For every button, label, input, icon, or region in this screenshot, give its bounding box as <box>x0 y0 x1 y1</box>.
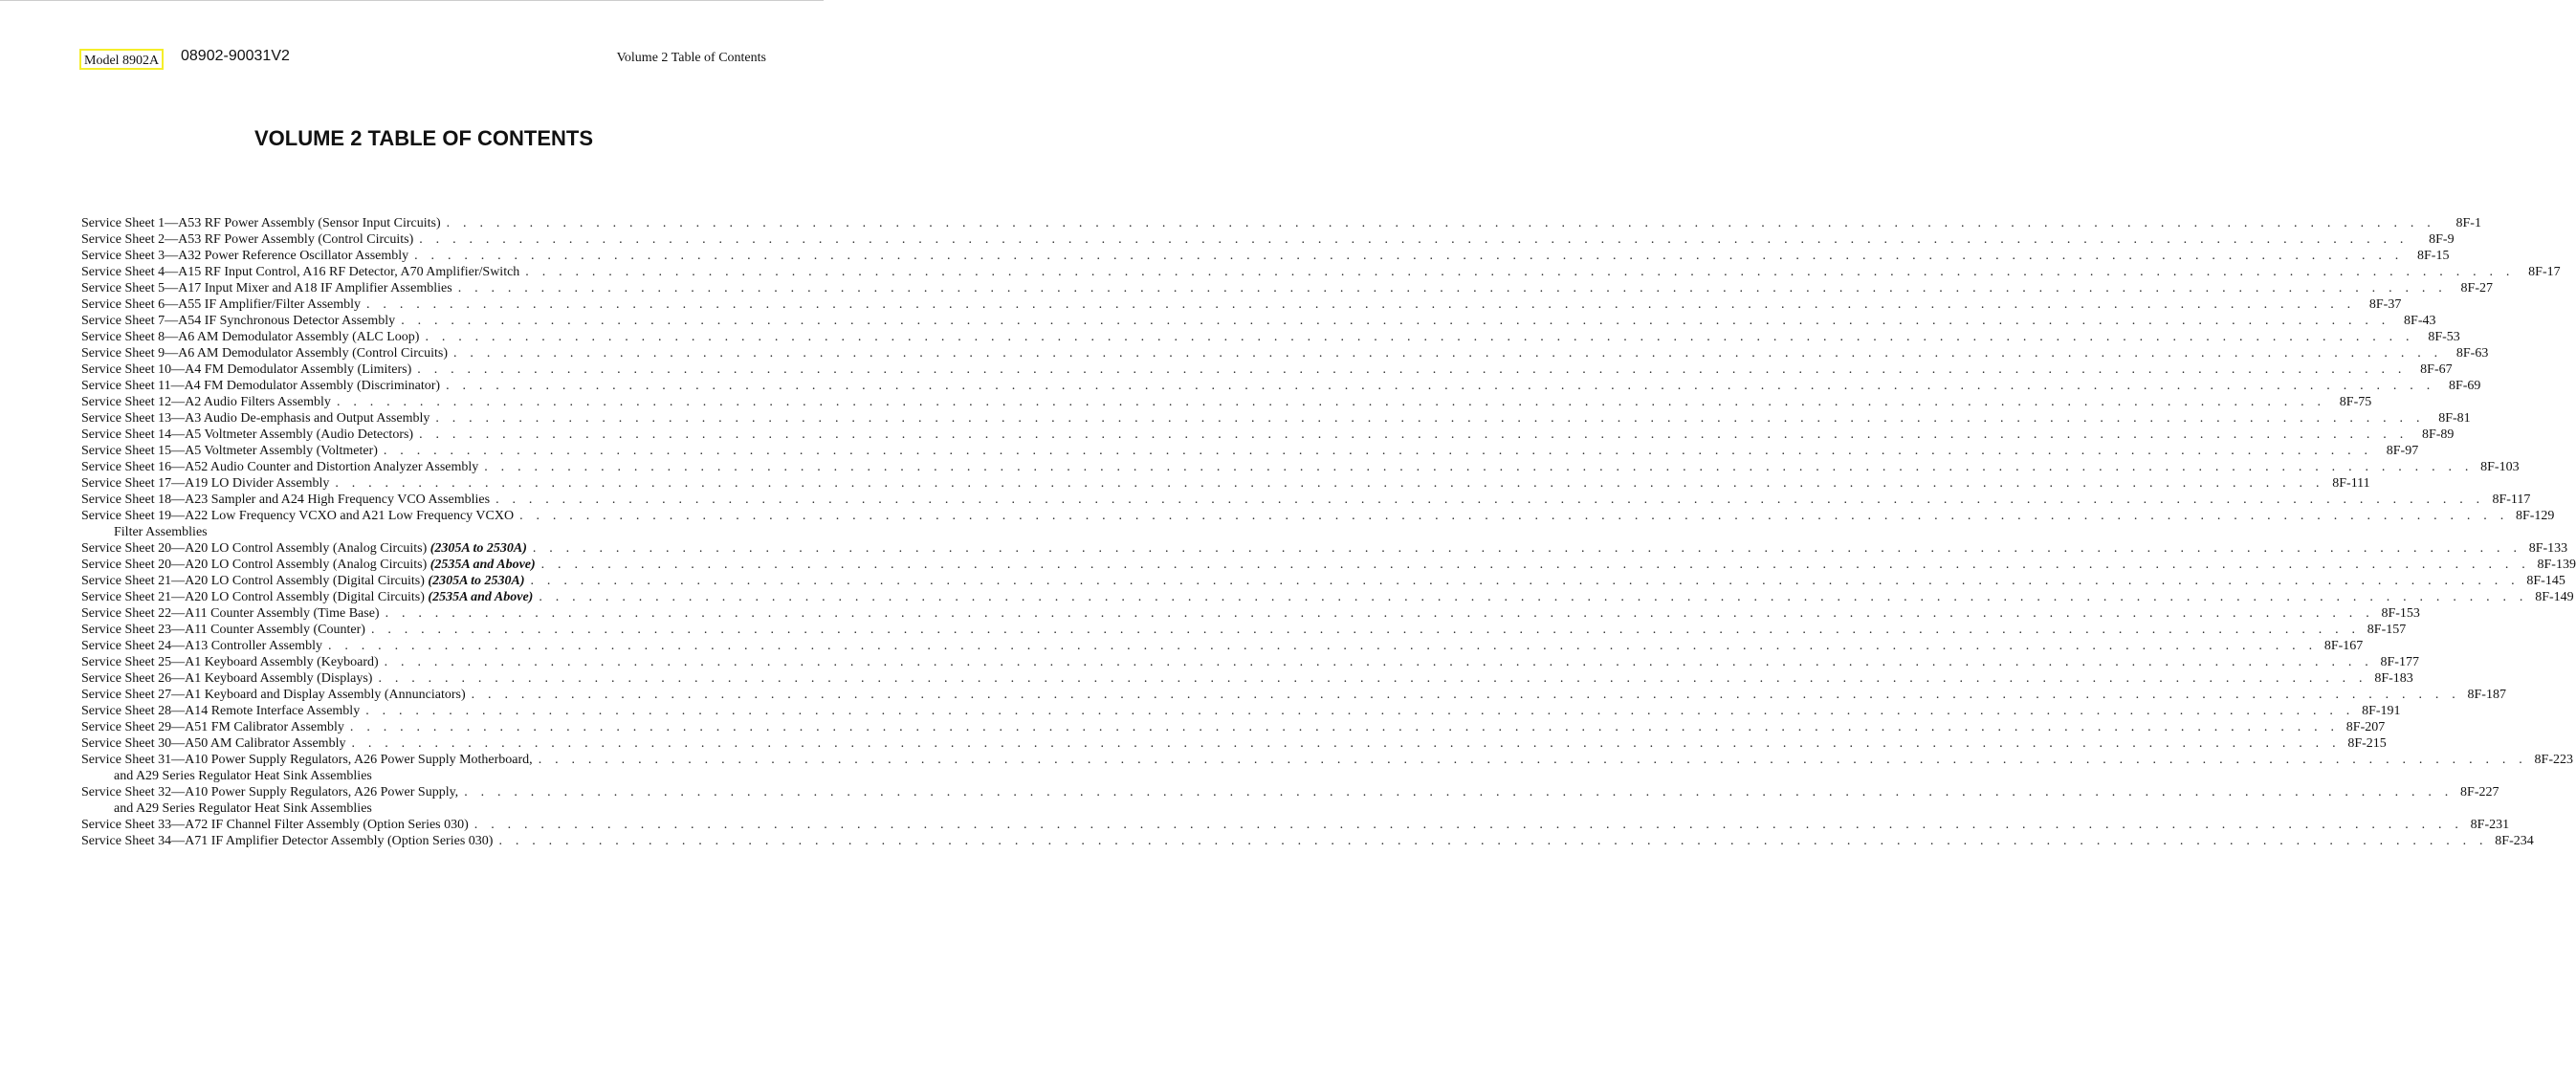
serial-range: (2305A to 2530A) <box>428 574 525 588</box>
dot-leader: . . . . . . . . . . . . . . . . . . . . . . . . . . . . . . . . . . . . . . . . . . . . . . . . . . . . . . . . . . . . . . . . . . . . . . . . . . . . . . . . . . . . . . . . . . . . . . . . . . . . . . . . . . . . . . . . . . . . . . . . <box>473 818 2464 832</box>
dot-leader: . . . . . . . . . . . . . . . . . . . . . . . . . . . . . . . . . . . . . . . . . . . . . . . . . . . . . . . . . . . . . . . . . . . . . . . . . . . . . . . . . . . . . . . . . . . . . . . . . . . . . . . . . . . . . . . . . . . . . . . . <box>435 411 2425 426</box>
dot-leader: . . . . . . . . . . . . . . . . . . . . . . . . . . . . . . . . . . . . . . . . . . . . . . . . . . . . . . . . . . . . . . . . . . . . . . . . . . . . . . . . . . . . . . . . . . . . . . . . . . . . . . . . . . . . . . . . . . . . . . . . <box>366 297 2356 312</box>
toc-entry[interactable] <box>81 345 2489 361</box>
dot-leader: . . . . . . . . . . . . . . . . . . . . . . . . . . . . . . . . . . . . . . . . . . . . . . . . . . . . . . . . . . . . . . . . . . . . . . . . . . . . . . . . . . . . . . . . . . . . . . . . . . . . . . . . . . . . . . . . . . . . . . . . <box>464 785 2454 799</box>
dot-leader: . . . . . . . . . . . . . . . . . . . . . . . . . . . . . . . . . . . . . . . . . . . . . . . . . . . . . . . . . . . . . . . . . . . . . . . . . . . . . . . . . . . . . . . . . . . . . . . . . . . . . . . . . . . . . . . . . . . . . . . . <box>385 606 2374 621</box>
toc-entry-page: 8F-75 <box>2339 395 2372 409</box>
toc-entry-title: Service Sheet 12—A2 Audio Filters Assembly <box>81 395 331 409</box>
toc-entry-title: Service Sheet 33—A72 IF Channel Filter Assembly (Option Series 030) <box>81 818 469 832</box>
toc-entry-title: Service Sheet 10—A4 FM Demodulator Assembly (Limiters) <box>81 362 412 377</box>
dot-leader: . . . . . . . . . . . . . . . . . . . . . . . . . . . . . . . . . . . . . . . . . . . . . . . . . . . . . . . . . . . . . . . . . . . . . . . . . . . . . . . . . . . . . . . . . . . . . . . . . . . . . . . . . . . . . . . . . . . . . . . . <box>384 655 2373 669</box>
dot-leader: . . . . . . . . . . . . . . . . . . . . . . . . . . . . . . . . . . . . . . . . . . . . . . . . . . . . . . . . . . . . . . . . . . . . . . . . . . . . . . . . . . . . . . . . . . . . . . . . . . . . . . . . . . . . . . . . . . . . . . . . <box>519 509 2509 523</box>
toc-entry-title: Service Sheet 22—A11 Counter Assembly (Time Base) <box>81 606 380 621</box>
toc-entry-page: 8F-67 <box>2420 362 2453 377</box>
toc-entry-page: 8F-15 <box>2417 249 2450 263</box>
dot-leader: . . . . . . . . . . . . . . . . . . . . . . . . . . . . . . . . . . . . . . . . . . . . . . . . . . . . . . . . . . . . . . . . . . . . . . . . . . . . . . . . . . . . . . . . . . . . . . . . . . . . . . . . . . . . . . . . . . . . . . . . <box>425 330 2414 344</box>
toc-entry[interactable] <box>81 264 2561 280</box>
toc-entry[interactable] <box>81 296 2402 313</box>
dot-leader: . . . . . . . . . . . . . . . . . . . . . . . . . . . . . . . . . . . . . . . . . . . . . . . . . . . . . . . . . . . . . . . . . . . . . . . . . . . . . . . . . . . . . . . . . . . . . . . . . . . . . . . . . . . . . . . . . . . . . . . . <box>532 541 2522 556</box>
toc-entry-page: 8F-215 <box>2347 736 2387 751</box>
dot-leader: . . . . . . . . . . . . . . . . . . . . . . . . . . . . . . . . . . . . . . . . . . . . . . . . . . . . . . . . . . . . . . . . . . . . . . . . . . . . . . . . . . . . . . . . . . . . . . . . . . . . . . . . . . . . . . . . . . . . . . . . <box>540 558 2530 572</box>
dot-leader: . . . . . . . . . . . . . . . . . . . . . . . . . . . . . . . . . . . . . . . . . . . . . . . . . . . . . . . . . . . . . . . . . . . . . . . . . . . . . . . . . . . . . . . . . . . . . . . . . . . . . . . . . . . . . . . . . . . . . . . . <box>370 623 2361 637</box>
toc-entry[interactable] <box>81 638 2364 654</box>
toc-entry[interactable] <box>81 687 2506 703</box>
toc-entry[interactable] <box>81 784 2499 800</box>
dot-leader: . . . . . . . . . . . . . . . . . . . . . . . . . . . . . . . . . . . . . . . . . . . . . . . . . . . . . . . . . . . . . . . . . . . . . . . . . . . . . . . . . . . . . . . . . . . . . . . . . . . . . . . . . . . . . . . . . . . . . . . . <box>457 281 2447 296</box>
toc-entry-title: Service Sheet 26—A1 Keyboard Assembly (Displays) <box>81 671 373 686</box>
toc-entry[interactable] <box>81 622 2407 638</box>
toc-entry[interactable] <box>81 361 2453 378</box>
toc-entry-page: 8F-133 <box>2528 541 2568 556</box>
dot-leader: . . . . . . . . . . . . . . . . . . . . . . . . . . . . . . . . . . . . . . . . . . . . . . . . . . . . . . . . . . . . . . . . . . . . . . . . . . . . . . . . . . . . . . . . . . . . . . . . . . . . . . . . . . . . . . . . . . . . . . . . <box>446 216 2435 230</box>
toc-entry-page: 8F-234 <box>2495 834 2534 848</box>
dot-leader: . . . . . . . . . . . . . . . . . . . . . . . . . . . . . . . . . . . . . . . . . . . . . . . . . . . . . . . . . . . . . . . . . . . . . . . . . . . . . . . . . . . . . . . . . . . . . . . . . . . . . . . . . . . . . . . . . . . . . . . . <box>419 232 2409 247</box>
toc-entry-title: Service Sheet 31—A10 Power Supply Regulators, A26 Power Supply Motherboard, <box>81 753 533 767</box>
toc-entry-page: 8F-149 <box>2535 590 2574 604</box>
toc-entry-title: Service Sheet 19—A22 Low Frequency VCXO and A21 Low Frequency VCXO <box>81 509 515 523</box>
table-of-contents <box>81 215 2576 849</box>
toc-entry-title: Service Sheet 1—A53 RF Power Assembly (Sensor Input Circuits) <box>81 216 441 230</box>
toc-entry-title: Service Sheet 25—A1 Keyboard Assembly (Keyboard) <box>81 655 379 669</box>
dot-leader: . . . . . . . . . . . . . . . . . . . . . . . . . . . . . . . . . . . . . . . . . . . . . . . . . . . . . . . . . . . . . . . . . . . . . . . . . . . . . . . . . . . . . . . . . . . . . . . . . . . . . . . . . . . . . . . . . . . . . . . . <box>335 476 2324 491</box>
dot-leader: . . . . . . . . . . . . . . . . . . . . . . . . . . . . . . . . . . . . . . . . . . . . . . . . . . . . . . . . . . . . . . . . . . . . . . . . . . . . . . . . . . . . . . . . . . . . . . . . . . . . . . . . . . . . . . . . . . . . . . . . <box>349 720 2340 734</box>
toc-entry-title: Service Sheet 23—A11 Counter Assembly (Counter) <box>81 623 365 637</box>
toc-entry-title: Service Sheet 14—A5 Voltmeter Assembly (Audio Detectors) <box>81 427 414 442</box>
toc-entry[interactable] <box>81 654 2419 670</box>
toc-entry[interactable] <box>81 817 2510 833</box>
top-border <box>0 0 824 1</box>
toc-entry-page: 8F-139 <box>2537 558 2576 572</box>
serial-range: (2305A to 2530A) <box>429 541 527 556</box>
toc-entry[interactable] <box>81 475 2370 492</box>
toc-entry[interactable] <box>81 492 2531 508</box>
toc-entry[interactable] <box>81 280 2493 296</box>
toc-entry-page: 8F-187 <box>2467 688 2506 702</box>
toc-entry-title: Service Sheet 30—A50 AM Calibrator Assembly <box>81 736 346 751</box>
toc-entry-title: Service Sheet 17—A19 LO Divider Assembly <box>81 476 330 491</box>
toc-entry-title: Service Sheet 28—A14 Remote Interface Assembly <box>81 704 361 718</box>
dot-leader: . . . . . . . . . . . . . . . . . . . . . . . . . . . . . . . . . . . . . . . . . . . . . . . . . . . . . . . . . . . . . . . . . . . . . . . . . . . . . . . . . . . . . . . . . . . . . . . . . . . . . . . . . . . . . . . . . . . . . . . . <box>378 671 2367 686</box>
toc-entry[interactable] <box>81 557 2576 573</box>
toc-entry[interactable] <box>81 605 2420 622</box>
toc-entry-title: Service Sheet 27—A1 Keyboard and Display Assembly (Annunciators) <box>81 688 466 702</box>
toc-entry-title: Service Sheet 34—A71 IF Amplifier Detector Assembly (Option Series 030) <box>81 834 494 848</box>
dot-leader: . . . . . . . . . . . . . . . . . . . . . . . . . . . . . . . . . . . . . . . . . . . . . . . . . . . . . . . . . . . . . . . . . . . . . . . . . . . . . . . . . . . . . . . . . . . . . . . . . . . . . . . . . . . . . . . . . . . . . . . . <box>525 265 2515 279</box>
serial-range: (2535A and Above) <box>429 558 536 572</box>
toc-entry-page: 8F-231 <box>2470 818 2510 832</box>
toc-entry-page: 8F-53 <box>2428 330 2460 344</box>
toc-entry-title: Service Sheet 8—A6 AM Demodulator Assembly (ALC Loop) <box>81 330 420 344</box>
toc-entry[interactable] <box>81 443 2419 459</box>
toc-entry-page: 8F-183 <box>2374 671 2413 686</box>
toc-entry-title: Service Sheet 24—A13 Controller Assembly <box>81 639 322 653</box>
toc-entry-page: 8F-43 <box>2404 314 2436 328</box>
toc-entry[interactable] <box>81 703 2401 719</box>
toc-entry-page: 8F-117 <box>2492 493 2531 507</box>
toc-entry[interactable] <box>81 394 2372 410</box>
toc-entry-page: 8F-177 <box>2380 655 2419 669</box>
dot-leader: . . . . . . . . . . . . . . . . . . . . . . . . . . . . . . . . . . . . . . . . . . . . . . . . . . . . . . . . . . . . . . . . . . . . . . . . . . . . . . . . . . . . . . . . . . . . . . . . . . . . . . . . . . . . . . . . . . . . . . . . <box>417 362 2407 377</box>
toc-entry-title: Service Sheet 2—A53 RF Power Assembly (Control Circuits) <box>81 232 414 247</box>
toc-entry-page: 8F-129 <box>2515 509 2555 523</box>
toc-entry-title: Service Sheet 4—A15 RF Input Control, A16 RF Detector, A70 Amplifier/Switch <box>81 265 520 279</box>
toc-entry[interactable] <box>81 313 2436 329</box>
toc-entry[interactable] <box>81 215 2481 231</box>
toc-entry-page: 8F-157 <box>2367 623 2407 637</box>
toc-entry-page: 8F-227 <box>2460 785 2499 799</box>
toc-entry-continuation: Filter Assemblies <box>114 525 208 539</box>
dot-leader: . . . . . . . . . . . . . . . . . . . . . . . . . . . . . . . . . . . . . . . . . . . . . . . . . . . . . . . . . . . . . . . . . . . . . . . . . . . . . . . . . . . . . . . . . . . . . . . . . . . . . . . . . . . . . . . . . . . . . . . . <box>327 639 2318 653</box>
toc-entry[interactable] <box>81 752 2573 768</box>
toc-entry[interactable] <box>81 670 2413 687</box>
toc-entry-page: 8F-167 <box>2323 639 2364 653</box>
toc-entry-title: Service Sheet 20—A20 LO Control Assembly (Analog Circuits) (2535A and Above) <box>81 558 536 572</box>
dot-leader: . . . . . . . . . . . . . . . . . . . . . . . . . . . . . . . . . . . . . . . . . . . . . . . . . . . . . . . . . . . . . . . . . . . . . . . . . . . . . . . . . . . . . . . . . . . . . . . . . . . . . . . . . . . . . . . . . . . . . . . . <box>471 688 2460 702</box>
toc-entry-title: Service Sheet 11—A4 FM Demodulator Assembly (Discriminator) <box>81 379 441 393</box>
toc-entry-page: 8F-111 <box>2332 476 2370 491</box>
toc-entry[interactable] <box>81 427 2455 443</box>
toc-entry-title: Service Sheet 32—A10 Power Supply Regulators, A26 Power Supply, <box>81 785 459 799</box>
toc-entry-page: 8F-207 <box>2345 720 2386 734</box>
toc-entry-title: Service Sheet 3—A32 Power Reference Oscillator Assembly <box>81 249 409 263</box>
toc-entry-page: 8F-97 <box>2386 444 2419 458</box>
dot-leader: . . . . . . . . . . . . . . . . . . . . . . . . . . . . . . . . . . . . . . . . . . . . . . . . . . . . . . . . . . . . . . . . . . . . . . . . . . . . . . . . . . . . . . . . . . . . . . . . . . . . . . . . . . . . . . . . . . . . . . . . <box>446 379 2435 393</box>
dot-leader: . . . . . . . . . . . . . . . . . . . . . . . . . . . . . . . . . . . . . . . . . . . . . . . . . . . . . . . . . . . . . . . . . . . . . . . . . . . . . . . . . . . . . . . . . . . . . . . . . . . . . . . . . . . . . . . . . . . . . . . . <box>453 346 2443 361</box>
toc-entry[interactable] <box>81 508 2555 524</box>
toc-entry-page: 8F-89 <box>2421 427 2455 442</box>
toc-entry[interactable] <box>81 833 2534 849</box>
dot-leader: . . . . . . . . . . . . . . . . . . . . . . . . . . . . . . . . . . . . . . . . . . . . . . . . . . . . . . . . . . . . . . . . . . . . . . . . . . . . . . . . . . . . . . . . . . . . . . . . . . . . . . . . . . . . . . . . . . . . . . . . <box>530 574 2520 588</box>
toc-entry-page: 8F-63 <box>2455 346 2489 361</box>
toc-entry-title: Service Sheet 6—A55 IF Amplifier/Filter Assembly <box>81 297 362 312</box>
toc-entry-title: Service Sheet 7—A54 IF Synchronous Detector Assembly <box>81 314 396 328</box>
toc-entry-title: Service Sheet 16—A52 Audio Counter and Distortion Analyzer Assembly <box>81 460 479 474</box>
toc-entry-page: 8F-69 <box>2448 379 2481 393</box>
toc-entry-title: Service Sheet 18—A23 Sampler and A24 High Frequency VCO Assemblies <box>81 493 491 507</box>
toc-entry-title: Service Sheet 9—A6 AM Demodulator Assembly (Control Circuits) <box>81 346 449 361</box>
dot-leader: . . . . . . . . . . . . . . . . . . . . . . . . . . . . . . . . . . . . . . . . . . . . . . . . . . . . . . . . . . . . . . . . . . . . . . . . . . . . . . . . . . . . . . . . . . . . . . . . . . . . . . . . . . . . . . . . . . . . . . . . <box>498 834 2488 848</box>
toc-entry-title: Service Sheet 29—A51 FM Calibrator Assembly <box>81 720 344 734</box>
toc-entry-continuation: and A29 Series Regulator Heat Sink Assemblies <box>114 801 372 816</box>
toc-entry[interactable] <box>81 329 2460 345</box>
dot-leader: . . . . . . . . . . . . . . . . . . . . . . . . . . . . . . . . . . . . . . . . . . . . . . . . . . . . . . . . . . . . . . . . . . . . . . . . . . . . . . . . . . . . . . . . . . . . . . . . . . . . . . . . . . . . . . . . . . . . . . . . <box>401 314 2390 328</box>
toc-entry-page: 8F-145 <box>2526 574 2565 588</box>
toc-entry-continuation: and A29 Series Regulator Heat Sink Assemblies <box>114 769 372 783</box>
toc-entry[interactable] <box>81 589 2574 605</box>
dot-leader: . . . . . . . . . . . . . . . . . . . . . . . . . . . . . . . . . . . . . . . . . . . . . . . . . . . . . . . . . . . . . . . . . . . . . . . . . . . . . . . . . . . . . . . . . . . . . . . . . . . . . . . . . . . . . . . . . . . . . . . . <box>414 249 2404 263</box>
model-label: Model 8902A <box>79 49 164 70</box>
toc-entry[interactable] <box>81 735 2387 752</box>
toc-entry[interactable] <box>81 231 2455 248</box>
toc-entry-title: Service Sheet 20—A20 LO Control Assembly (Analog Circuits) (2305A to 2530A) <box>81 541 527 556</box>
toc-entry-title: Service Sheet 5—A17 Input Mixer and A18 IF Amplifier Assemblies <box>81 281 452 296</box>
toc-entry-page: 8F-1 <box>2455 216 2481 230</box>
toc-entry[interactable] <box>81 573 2565 589</box>
dot-leader: . . . . . . . . . . . . . . . . . . . . . . . . . . . . . . . . . . . . . . . . . . . . . . . . . . . . . . . . . . . . . . . . . . . . . . . . . . . . . . . . . . . . . . . . . . . . . . . . . . . . . . . . . . . . . . . . . . . . . . . . <box>383 444 2373 458</box>
toc-entry[interactable] <box>81 459 2520 475</box>
section-header: Volume 2 Table of Contents <box>616 51 766 65</box>
dot-leader: . . . . . . . . . . . . . . . . . . . . . . . . . . . . . . . . . . . . . . . . . . . . . . . . . . . . . . . . . . . . . . . . . . . . . . . . . . . . . . . . . . . . . . . . . . . . . . . . . . . . . . . . . . . . . . . . . . . . . . . . <box>495 493 2485 507</box>
toc-entry-page: 8F-81 <box>2438 411 2471 426</box>
toc-entry[interactable] <box>81 540 2568 557</box>
toc-entry-title: Service Sheet 21—A20 LO Control Assembly (Digital Circuits) (2535A and Above) <box>81 590 534 604</box>
toc-entry[interactable] <box>81 378 2481 394</box>
toc-entry[interactable] <box>81 248 2450 264</box>
dot-leader: . . . . . . . . . . . . . . . . . . . . . . . . . . . . . . . . . . . . . . . . . . . . . . . . . . . . . . . . . . . . . . . . . . . . . . . . . . . . . . . . . . . . . . . . . . . . . . . . . . . . . . . . . . . . . . . . . . . . . . . . <box>538 753 2527 767</box>
toc-entry[interactable] <box>81 410 2471 427</box>
toc-entry-page: 8F-17 <box>2528 265 2561 279</box>
toc-entry-page: 8F-37 <box>2368 297 2402 312</box>
toc-entry-page: 8F-27 <box>2460 281 2493 296</box>
toc-entry-title: Service Sheet 21—A20 LO Control Assembly (Digital Circuits) (2305A to 2530A) <box>81 574 525 588</box>
toc-entry-page: 8F-223 <box>2534 753 2573 767</box>
dot-leader: . . . . . . . . . . . . . . . . . . . . . . . . . . . . . . . . . . . . . . . . . . . . . . . . . . . . . . . . . . . . . . . . . . . . . . . . . . . . . . . . . . . . . . . . . . . . . . . . . . . . . . . . . . . . . . . . . . . . . . . . <box>351 736 2341 751</box>
toc-entry-page: 8F-9 <box>2429 232 2455 247</box>
toc-entry-page: 8F-103 <box>2480 460 2520 474</box>
dot-leader: . . . . . . . . . . . . . . . . . . . . . . . . . . . . . . . . . . . . . . . . . . . . . . . . . . . . . . . . . . . . . . . . . . . . . . . . . . . . . . . . . . . . . . . . . . . . . . . . . . . . . . . . . . . . . . . . . . . . . . . . <box>484 460 2474 474</box>
toc-entry-title: Service Sheet 15—A5 Voltmeter Assembly (Voltmeter) <box>81 444 378 458</box>
dot-leader: . . . . . . . . . . . . . . . . . . . . . . . . . . . . . . . . . . . . . . . . . . . . . . . . . . . . . . . . . . . . . . . . . . . . . . . . . . . . . . . . . . . . . . . . . . . . . . . . . . . . . . . . . . . . . . . . . . . . . . . . <box>365 704 2355 718</box>
toc-entry-page: 8F-153 <box>2381 606 2420 621</box>
dot-leader: . . . . . . . . . . . . . . . . . . . . . . . . . . . . . . . . . . . . . . . . . . . . . . . . . . . . . . . . . . . . . . . . . . . . . . . . . . . . . . . . . . . . . . . . . . . . . . . . . . . . . . . . . . . . . . . . . . . . . . . . <box>419 427 2409 442</box>
toc-entry-page: 8F-191 <box>2362 704 2401 718</box>
document-number: 08902-90031V2 <box>181 48 290 64</box>
serial-range: (2535A and Above) <box>428 590 534 604</box>
toc-entry[interactable] <box>81 719 2386 735</box>
toc-entry-title: Service Sheet 13—A3 Audio De-emphasis and Output Assembly <box>81 411 430 426</box>
page-title: VOLUME 2 TABLE OF CONTENTS <box>253 126 594 150</box>
dot-leader: . . . . . . . . . . . . . . . . . . . . . . . . . . . . . . . . . . . . . . . . . . . . . . . . . . . . . . . . . . . . . . . . . . . . . . . . . . . . . . . . . . . . . . . . . . . . . . . . . . . . . . . . . . . . . . . . . . . . . . . . <box>336 395 2326 409</box>
dot-leader: . . . . . . . . . . . . . . . . . . . . . . . . . . . . . . . . . . . . . . . . . . . . . . . . . . . . . . . . . . . . . . . . . . . . . . . . . . . . . . . . . . . . . . . . . . . . . . . . . . . . . . . . . . . . . . . . . . . . . . . . <box>539 590 2528 604</box>
